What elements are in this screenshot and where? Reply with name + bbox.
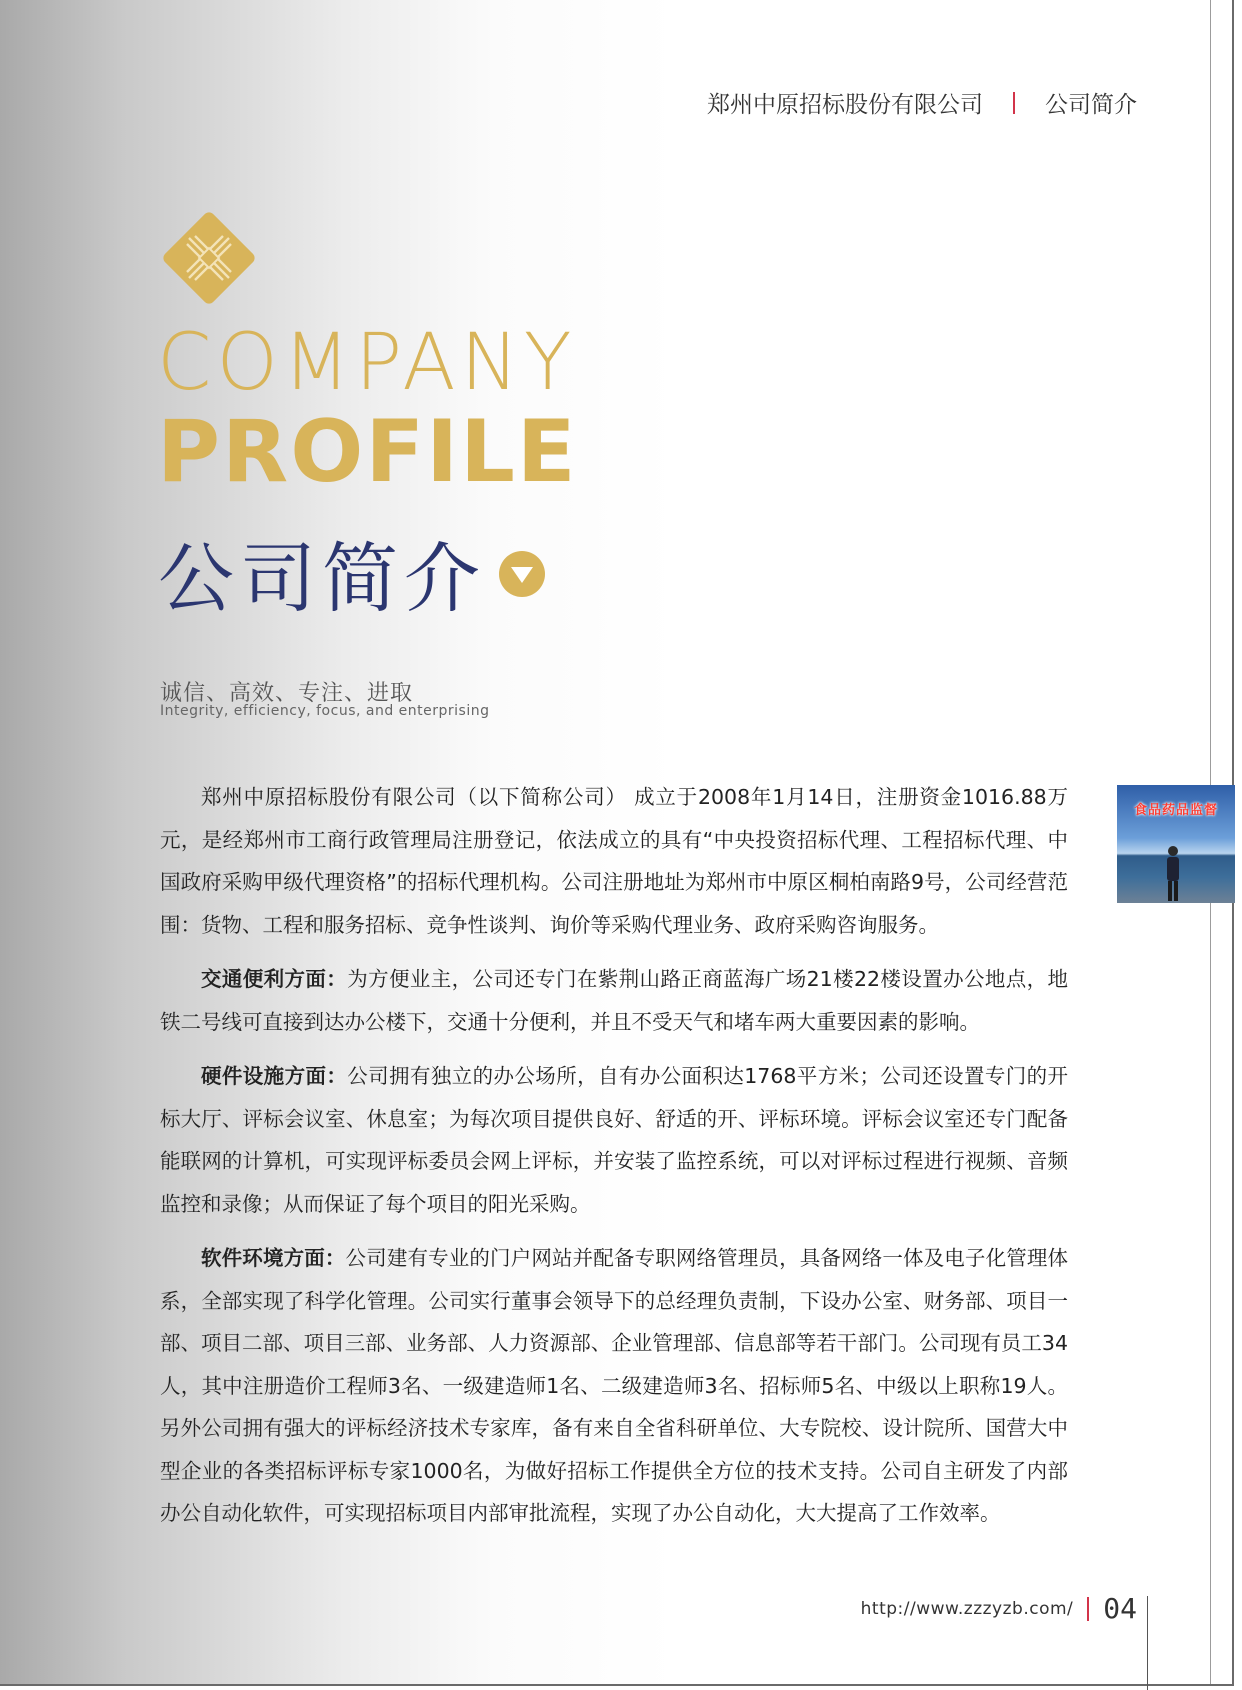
website-link[interactable]: http://www.zzzyzb.com/ [860, 1598, 1074, 1619]
title-company: COMPANY [157, 318, 577, 408]
header-separator [1013, 92, 1015, 114]
paragraph [160, 1237, 1068, 1535]
header-section: 公司简介 [1045, 92, 1137, 118]
title-profile: PROFILE [157, 402, 578, 502]
page-footer [861, 1592, 1137, 1625]
person-icon [1164, 845, 1182, 901]
company-logo-icon [161, 210, 257, 306]
paragraph [160, 958, 1068, 1043]
paragraph-heading: 硬件设施方面： [201, 1064, 348, 1088]
paragraph-text: 郑州中原招标股份有限公司（以下简称公司） 成立于2008年1月14日，注册资金1016.88万元，是经郑州市工商行政管理局注册登记，依法成立的具有“中央投资招标代理、工程招标代理、中国政府采购甲级代理资格”的招标代理机构。公司注册地址为郑州市中原区桐柏南路9号，公司经营范围：货物、工程和服务招标、竞争性谈判、询价等采购代理业务、政府采购咨询服务。 [160, 785, 1068, 937]
page-header [707, 86, 1137, 119]
paragraph-heading: 交通便利方面： [201, 967, 348, 991]
thumbnail-caption: 食品药品监督 [1133, 803, 1218, 818]
paragraph [160, 776, 1068, 946]
paragraph [160, 1055, 1068, 1225]
header-company: 郑州中原招标股份有限公司 [707, 92, 983, 118]
chevron-down-icon [498, 550, 546, 598]
motto-chinese: 诚信、高效、专注、进取 [160, 681, 414, 706]
paragraph-text: 公司建有专业的门户网站并配备专职网络管理员，具备网络一体及电子化管理体系，全部实现了科学化管理。公司实行董事会领导下的总经理负责制，下设办公室、财务部、项目一部、项目二部、项目三部、业务部、人力资源部、企业管理部、信息部等若干部门。公司现有员工34人，其中注册造价工程师3名、一级建造师1名、二级建造师3名、招标师5名、中级以上职称19人。另外公司拥有强大的评标经济技术专家库，备有来自全省科研单位、大专院校、设计院所、国营大中型企业的各类招标评标专家1000名，为做好招标工作提供全方位的技术支持。公司自主研发了内部办公自动化软件，可实现招标项目内部审批流程，实现了办公自动化，大大提高了工作效率。 [160, 1246, 1069, 1525]
title-chinese: 公司简介 [158, 534, 486, 623]
page-number: 04 [1103, 1592, 1137, 1625]
motto-english: Integrity, efficiency, focus, and enterprising [160, 703, 490, 719]
footer-vertical-line [1147, 1596, 1148, 1690]
paragraph-text: 公司拥有独立的办公场所，自有办公面积达1768平方米；公司还设置专门的开标大厅、评标会议室、休息室；为每次项目提供良好、舒适的开、评标环境。评标会议室还专门配备能联网的计算机，可实现评标委员会网上评标，并安装了监控系统，可以对评标过程进行视频、音频监控和录像；从而保证了每个项目的阳光采购。 [160, 1064, 1069, 1216]
footer-separator [1087, 1597, 1089, 1621]
body-text [160, 776, 1068, 1547]
paragraph-heading: 软件环境方面： [201, 1246, 346, 1270]
thumbnail-image[interactable] [1117, 785, 1235, 903]
paragraph-text: 为方便业主，公司还专门在紫荆山路正商蓝海广场21楼22楼设置办公地点，地铁二号线可直接到达办公楼下，交通十分便利，并且不受天气和堵车两大重要因素的影响。 [160, 967, 1069, 1034]
